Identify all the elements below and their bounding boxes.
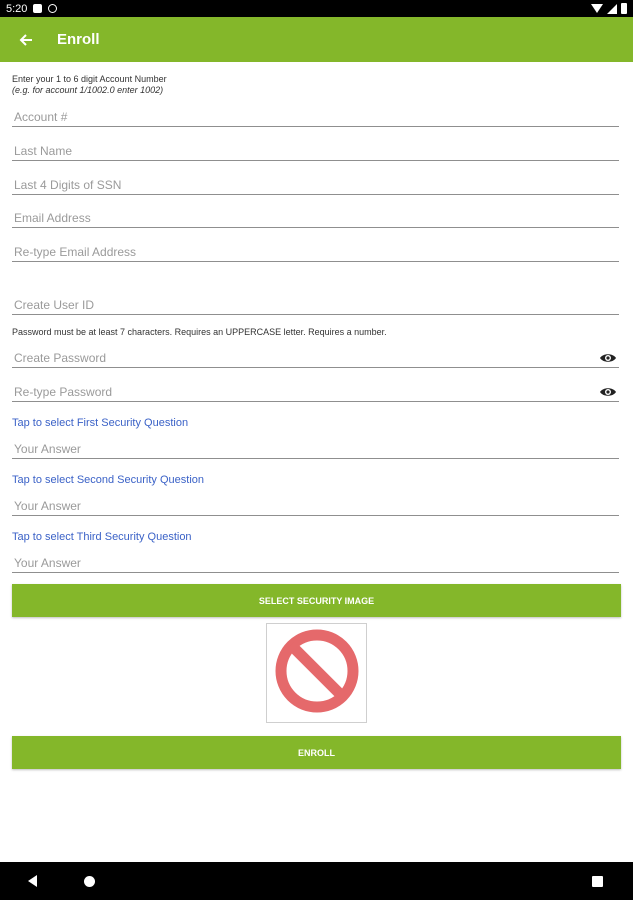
- last-name-input[interactable]: [14, 144, 594, 158]
- answer2-field: [12, 487, 619, 516]
- answer2-input[interactable]: [14, 499, 594, 513]
- select-security-image-button[interactable]: SELECT SECURITY IMAGE: [12, 584, 621, 617]
- app-bar: [0, 17, 633, 62]
- email-input[interactable]: [14, 211, 594, 225]
- page-title: Enroll: [57, 31, 100, 48]
- password-field: [12, 339, 619, 368]
- account-example-text: (e.g. for account 1/1002.0 enter 1002): [12, 85, 164, 95]
- ssn-last4-input[interactable]: [14, 178, 594, 192]
- email-confirm-input[interactable]: [14, 245, 594, 259]
- answer3-field: [12, 544, 619, 573]
- answer1-input[interactable]: [14, 442, 594, 456]
- circle-icon: [48, 4, 57, 13]
- answer3-input[interactable]: [14, 556, 594, 570]
- password-confirm-field: [12, 373, 619, 402]
- wifi-icon: [591, 4, 603, 13]
- user-id-input[interactable]: [14, 298, 594, 312]
- email-field: [12, 199, 619, 228]
- user-id-field: [12, 286, 619, 315]
- nav-recents-icon[interactable]: [592, 876, 603, 887]
- nav-home-icon[interactable]: [84, 876, 95, 887]
- second-security-question-link[interactable]: Tap to select Second Security Question: [12, 474, 204, 486]
- security-image[interactable]: [266, 623, 367, 723]
- password-rules: Password must be at least 7 characters. Requires an UPPERCASE letter. Requires a number.: [12, 327, 387, 337]
- account-instructions: [12, 74, 167, 96]
- ssn-field: [12, 166, 619, 195]
- sim-icon: [33, 4, 42, 13]
- password-confirm-input[interactable]: [14, 385, 594, 399]
- password-input[interactable]: [14, 351, 594, 365]
- nav-bar: [0, 862, 633, 900]
- third-security-question-link[interactable]: Tap to select Third Security Question: [12, 531, 192, 543]
- arrow-back-icon[interactable]: [16, 30, 36, 50]
- signal-icon: [607, 4, 617, 14]
- battery-icon: [621, 3, 627, 14]
- no-entry-icon: [272, 626, 362, 721]
- eye-icon[interactable]: [599, 385, 617, 397]
- answer1-field: [12, 430, 619, 459]
- first-security-question-link[interactable]: Tap to select First Security Question: [12, 417, 189, 429]
- account-number-input[interactable]: [14, 110, 594, 124]
- last-name-field: [12, 132, 619, 161]
- eye-icon[interactable]: [599, 351, 617, 363]
- account-instructions-text: Enter your 1 to 6 digit Account Number: [12, 74, 167, 84]
- account-number-field: [12, 98, 619, 127]
- nav-back-icon[interactable]: [28, 875, 37, 887]
- status-bar: [0, 0, 633, 17]
- status-time: 5:20: [6, 2, 28, 15]
- email-confirm-field: [12, 233, 619, 262]
- enroll-button[interactable]: ENROLL: [12, 736, 621, 769]
